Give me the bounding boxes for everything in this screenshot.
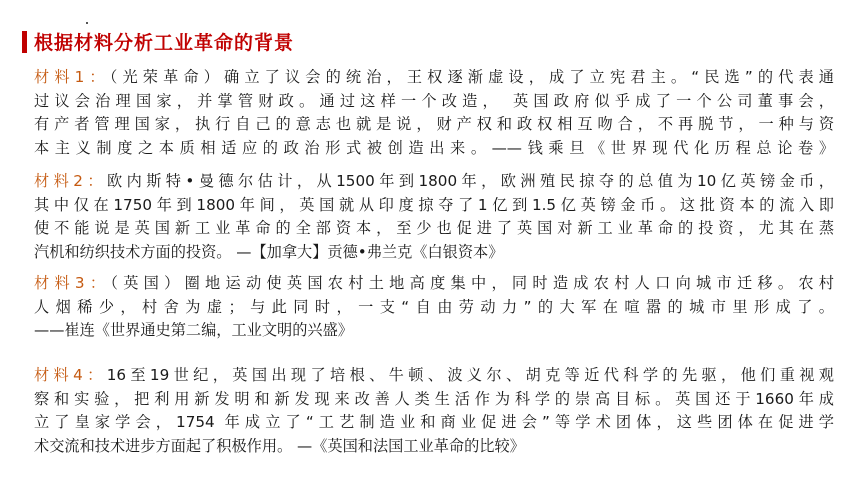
material-2-label: 材料2： bbox=[34, 172, 107, 190]
material-1-line-2: 过议会治理国家，并掌管财政。通过这样一个改造， 英国政府似乎成了一个公司董事会， bbox=[34, 91, 834, 110]
material-3-line-2: 人烟稀少，村舍为虚；与此同时，一支“自由劳动力”的大军在喧嚣的城市里形成了。 bbox=[34, 297, 834, 316]
material-2-line-4: 汽机和纺织技术方面的投资。 —【加拿大】贡德•弗兰克《白银资本》 bbox=[34, 242, 504, 261]
page-title: 根据材料分析工业革命的背景 bbox=[34, 32, 295, 54]
material-4-line-4: 术交流和技术进步方面起了积极作用。 —《英国和法国工业革命的比较》 bbox=[34, 436, 525, 455]
title-accent-bar bbox=[22, 31, 27, 53]
material-4-label: 材料4： bbox=[34, 366, 107, 384]
material-1-line-4: 本主义制度之本质相适应的政治形式被创造出来。——钱乘旦《世界现代化历程总论卷》 bbox=[34, 138, 834, 157]
material-4-line-2: 察和实验，把利用新发明和新发现来改善人类生活作为科学的崇高目标。英国还于1660年成 bbox=[34, 389, 834, 408]
material-4-line-3: 立了皇家学会，1754 年成立了“工艺制造业和商业促进会”等学术团体，这些团体在促进学 bbox=[34, 413, 834, 432]
decorative-dot bbox=[86, 22, 88, 24]
material-4 bbox=[34, 364, 834, 458]
material-2-line-2: 其中仅在1750年到1800年间，英国就从印度掠夺了1亿到1.5亿英镑金币。这批资本的流入即 bbox=[34, 195, 834, 214]
material-3-label: 材料3： bbox=[34, 274, 111, 292]
material-2-line-1: 材料2：欧内斯特•曼德尔估计，从1500年到1800年，欧洲殖民掠夺的总值为10亿英镑金币， bbox=[34, 172, 834, 190]
material-1 bbox=[34, 66, 834, 160]
material-3-line-3: ——崔连《世界通史第二编，工业文明的兴盛》 bbox=[34, 321, 353, 340]
material-1-line-3: 有产者管理国家，执行自己的意志也就是说，财产权和政权相互吻合，不再脱节，一种与资 bbox=[34, 115, 834, 134]
material-3 bbox=[34, 272, 834, 343]
material-1-line-1: 材料1：（光荣革命）确立了议会的统治，王权逐渐虚设，成了立宪君主。“民选”的代表通 bbox=[34, 68, 834, 86]
material-2 bbox=[34, 170, 834, 264]
material-1-label: 材料1： bbox=[34, 68, 110, 86]
material-4-line-1: 材料4：16至19世纪，英国出现了培根、牛顿、波义尔、胡克等近代科学的先驱，他们重视观 bbox=[34, 366, 834, 384]
material-3-line-1: 材料3：（英国）圈地运动使英国农村土地高度集中，同时造成农村人口向城市迁移。农村 bbox=[34, 274, 834, 292]
material-2-line-3: 使不能说是英国新工业革命的全部资本，至少也促进了英国对新工业革命的投资，尤其在蒸 bbox=[34, 219, 834, 238]
